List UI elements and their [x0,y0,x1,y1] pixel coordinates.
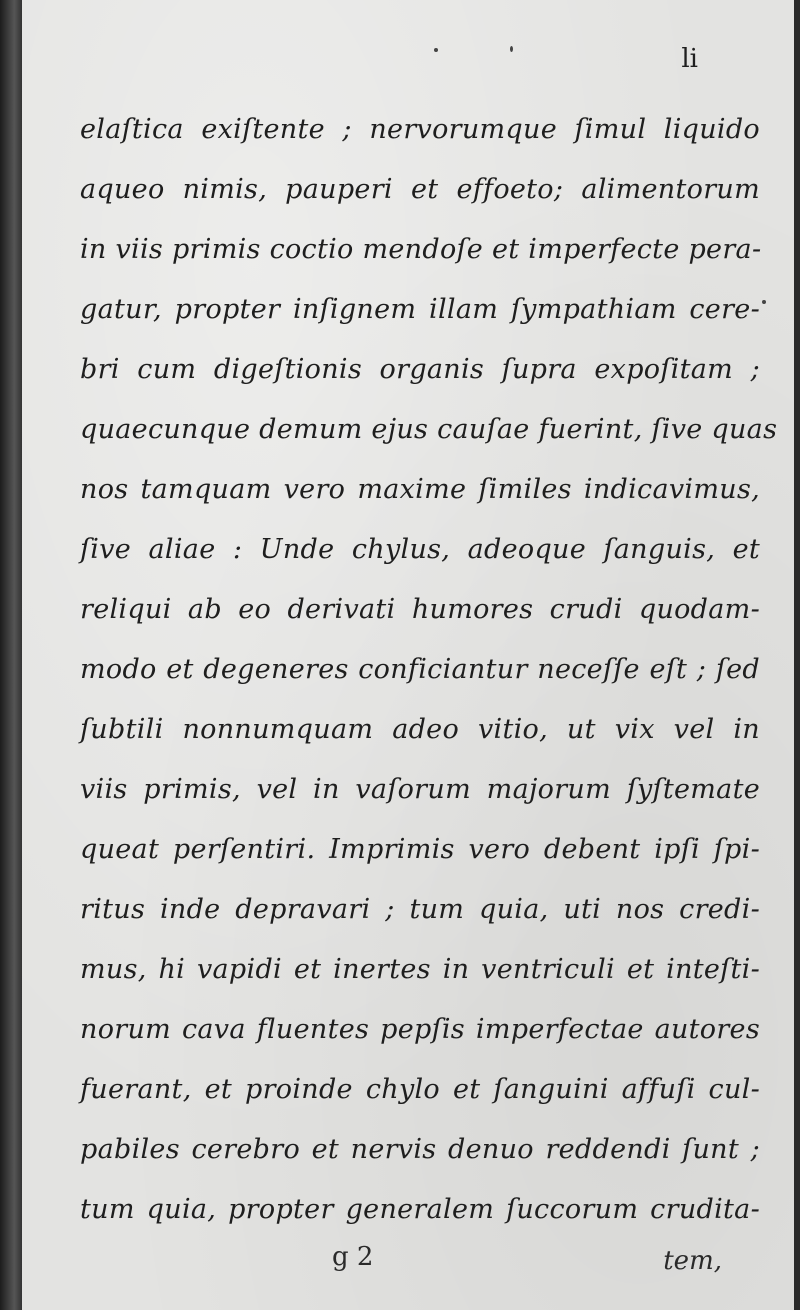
text-line: nos tamquam vero maxime ſimiles indicavimus, [80,474,760,505]
text-line: tum quia, propter generalem ſuccorum crudita- [80,1194,760,1225]
text-line: ſive aliae : Unde chylus, adeoque ſanguis, et [80,534,760,565]
text-line: in viis primis coctio mendoſe et imperfecte pera- [80,234,762,265]
book-page [22,0,794,1310]
signature-mark: g 2 [332,1242,374,1272]
text-line: mus, hi vapidi et inertes in ventriculi et inteſti- [80,954,760,985]
text-line: quaecunque demum ejus cauſae fuerint, ſive quas [80,414,778,445]
text-line: bri cum digeſtionis organis ſupra expoſitam ; [80,354,760,385]
text-line: norum cava fluentes pepſis imperfectae autores [80,1014,760,1045]
page-edge-shadow [0,0,24,1310]
text-line: ſubtili nonnumquam adeo vitio, ut vix vel in [80,714,760,745]
body-text [80,100,778,1240]
text-line: aqueo nimis, pauperi et effoeto; alimentorum [80,174,760,205]
ink-speck [510,46,513,52]
page-number: li [681,44,698,74]
text-line: elaſtica exiſtente ; nervorumque ſimul liquido [80,114,760,145]
text-line: pabiles cerebro et nervis denuo reddendi ſunt ; [80,1134,760,1165]
text-line: ritus inde depravari ; tum quia, uti nos credi- [80,894,760,925]
text-line: viis primis, vel in vaſorum majorum ſyſtemate [80,774,760,805]
text-line: fuerant, et proinde chylo et ſanguini affuſi cul- [80,1074,760,1105]
ink-speck [434,48,438,52]
text-line: reliqui ab eo derivati humores crudi quodam- [80,594,760,625]
text-line: queat perſentiri. Imprimis vero debent ipſi ſpi- [80,834,760,865]
catchword: tem, [663,1246,722,1276]
ink-speck [762,300,766,304]
text-line: modo et degeneres conficiantur neceſſe eſt ; ſed [80,654,760,685]
text-line: gatur, propter inſignem illam ſympathiam cere- [80,294,760,325]
